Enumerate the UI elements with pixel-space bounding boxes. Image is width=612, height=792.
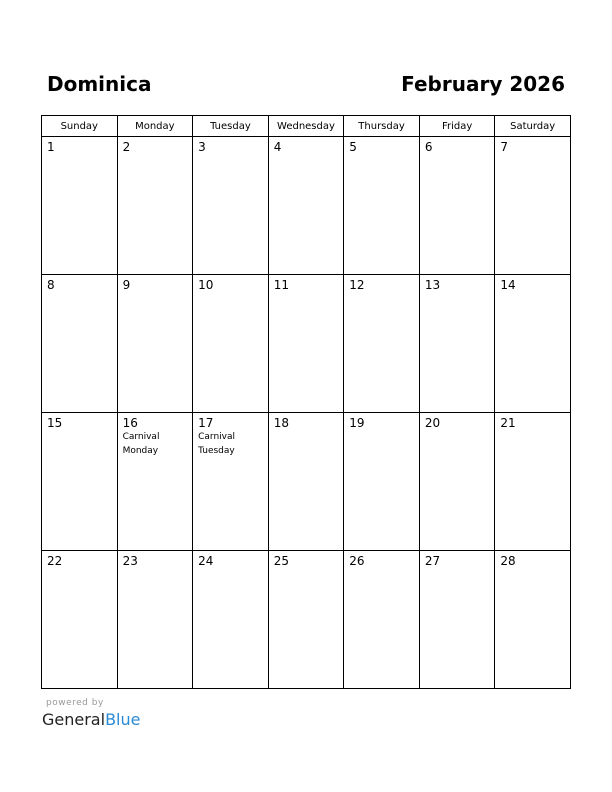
weekday-header: Monday (117, 116, 193, 137)
day-number: 26 (349, 554, 365, 568)
calendar-grid (41, 115, 571, 689)
powered-by-label: powered by (46, 698, 104, 708)
day-cell (419, 551, 495, 689)
holiday-label: Monday (122, 446, 159, 456)
day-number: 6 (424, 140, 433, 154)
day-number: 8 (47, 278, 55, 292)
day-cell (268, 137, 344, 275)
country-title: Dominica (47, 72, 152, 96)
day-number: 10 (198, 278, 214, 292)
week-row (42, 137, 571, 275)
day-cell (419, 275, 495, 413)
holiday-label: Carnival (122, 432, 160, 442)
day-cell (193, 137, 269, 275)
day-cell (344, 551, 420, 689)
day-number: 24 (198, 554, 214, 568)
day-cell (42, 551, 118, 689)
day-number: 2 (122, 140, 131, 154)
day-cell (268, 413, 344, 551)
day-number: 15 (47, 416, 63, 430)
day-number: 21 (500, 416, 516, 430)
week-row (42, 551, 571, 689)
day-cell (495, 275, 571, 413)
day-number: 3 (198, 140, 206, 154)
day-cell (42, 137, 118, 275)
brand-name (42, 710, 140, 730)
day-number: 17 (198, 416, 214, 430)
weekday-header: Wednesday (268, 116, 344, 137)
day-number: 18 (273, 416, 289, 430)
day-number: 16 (122, 416, 138, 430)
day-cell (495, 137, 571, 275)
day-cell (495, 413, 571, 551)
holiday-label: Carnival (198, 432, 236, 442)
day-number: 12 (349, 278, 365, 292)
week-row (42, 413, 571, 551)
week-row (42, 275, 571, 413)
day-cell (117, 413, 193, 551)
day-number: 22 (47, 554, 63, 568)
weekday-header: Sunday (42, 116, 118, 137)
day-number: 1 (47, 140, 55, 154)
day-number: 23 (122, 554, 138, 568)
day-number: 7 (500, 140, 509, 154)
day-number: 25 (273, 554, 289, 568)
weekday-header: Tuesday (193, 116, 269, 137)
weekday-header-row (42, 116, 571, 137)
day-cell (344, 275, 420, 413)
day-cell (193, 275, 269, 413)
day-number: 28 (500, 554, 516, 568)
day-cell (344, 137, 420, 275)
day-cell (193, 551, 269, 689)
weekday-header: Thursday (344, 116, 420, 137)
brand-name-general: General (42, 710, 106, 729)
day-cell (495, 551, 571, 689)
weekday-header: Friday (419, 116, 495, 137)
day-number: 14 (500, 278, 516, 292)
day-number: 11 (273, 278, 289, 292)
month-year-title: February 2026 (401, 72, 565, 96)
day-number: 19 (349, 416, 365, 430)
day-number: 5 (349, 140, 357, 154)
day-cell (268, 275, 344, 413)
day-cell (117, 551, 193, 689)
generalblue-logo[interactable] (42, 697, 140, 730)
day-number: 20 (424, 416, 441, 430)
brand-name-blue: Blue (105, 710, 141, 729)
holiday-label: Tuesday (198, 446, 235, 456)
day-cell (419, 413, 495, 551)
day-cell (42, 275, 118, 413)
day-cell (268, 551, 344, 689)
day-cell (42, 413, 118, 551)
day-cell (117, 137, 193, 275)
day-cell (344, 413, 420, 551)
day-number: 9 (122, 278, 131, 292)
day-cell (193, 413, 269, 551)
day-cell (419, 137, 495, 275)
day-number: 4 (273, 140, 282, 154)
weekday-header: Saturday (495, 116, 571, 137)
day-cell (117, 275, 193, 413)
day-number: 27 (424, 554, 441, 568)
day-number: 13 (424, 278, 441, 292)
